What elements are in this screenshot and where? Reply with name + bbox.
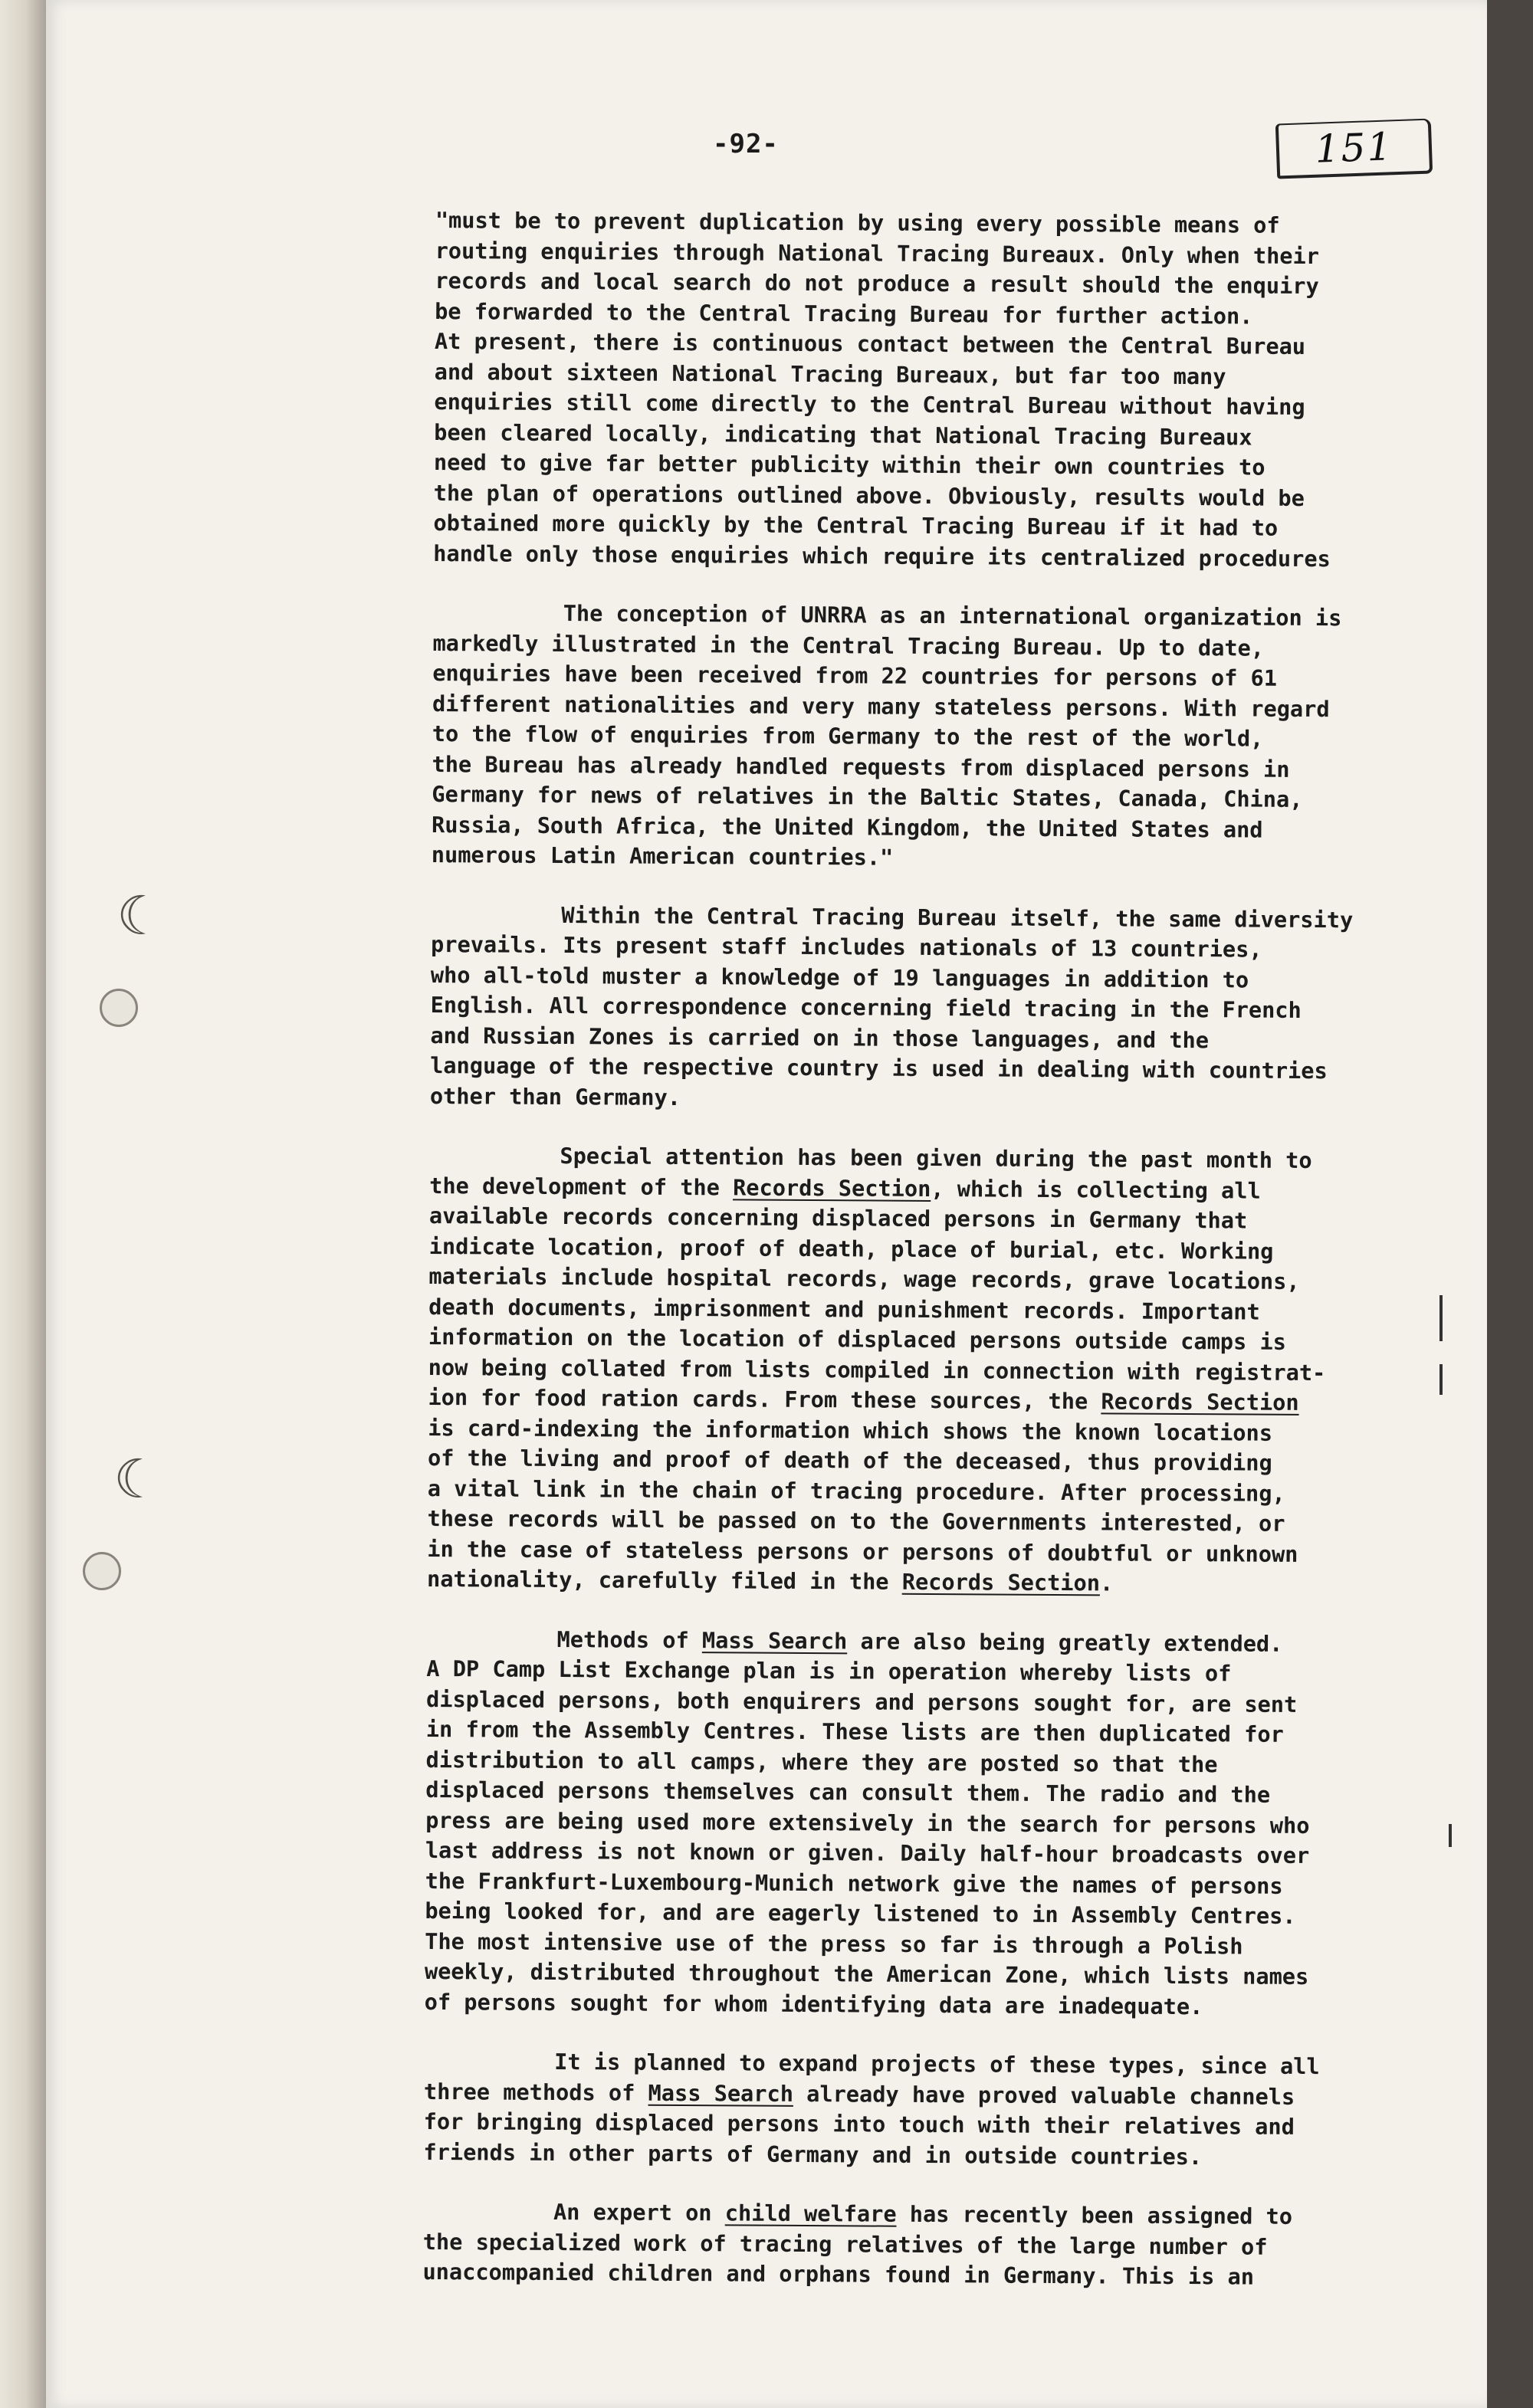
text-line: different nationalities and very many stateless persons. With regard <box>432 690 1330 722</box>
paragraph-4 <box>427 1140 1457 1601</box>
text-line: numerous Latin American countries." <box>431 841 894 871</box>
text-line: Within the Central Tracing Bureau itself, the same diversity <box>561 901 1354 933</box>
punch-hole-crescent-icon: ☾ <box>113 1448 162 1511</box>
text-line: At present, there is continuous contact between the Central Bureau <box>434 327 1306 359</box>
text-line: The most intensive use of the press so far is through a Polish <box>425 1927 1243 1959</box>
text-line: is card-indexing the information which shows the known locations <box>428 1414 1273 1446</box>
text-line: press are being used more extensively in the search for persons who <box>425 1806 1310 1839</box>
paragraph-6 <box>423 2046 1451 2173</box>
text-line: last address is not known or given. Daily half-hour broadcasts over <box>425 1836 1310 1869</box>
text-line: language of the respective country is used in dealing with countries <box>430 1051 1328 1084</box>
text-line: An expert on child welfare has recently been assigned to <box>553 2198 1293 2229</box>
text-line: materials include hospital records, wage records, grave locations, <box>428 1262 1300 1294</box>
text-line: displaced persons, both enquirers and persons sought for, are sent <box>425 1685 1298 1717</box>
text-line: for bringing displaced persons into touch with their relatives and <box>423 2108 1295 2140</box>
text-line: displaced persons themselves can consult them. The radio and the <box>425 1776 1271 1808</box>
text-line: a vital link in the chain of tracing procedure. After processing, <box>427 1475 1285 1507</box>
text-line: been cleared locally, indicating that National Tracing Bureaux <box>434 418 1252 451</box>
underlined-term: child welfare <box>724 2200 897 2227</box>
text-line: the plan of operations outlined above. Obviously, results would be <box>433 479 1305 511</box>
text-line: English. All correspondence concerning field tracing in the French <box>430 991 1302 1023</box>
text-line: Special attention has been given during the past month to <box>560 1143 1312 1174</box>
text-line: these records will be passed on to the Governments interested, or <box>427 1504 1285 1537</box>
text-line: Methods of Mass Search are also being greatly extended. <box>556 1626 1283 1657</box>
text-line: the Bureau has already handled requests from displaced persons in <box>432 750 1290 782</box>
text-line: Russia, South Africa, the United Kingdom, the United States and <box>431 811 1263 843</box>
punch-hole-icon <box>100 989 138 1027</box>
paragraph-3 <box>430 899 1459 1117</box>
text-line: weekly, distributed throughout the American Zone, which lists names <box>424 1957 1309 1990</box>
text-line: being looked for, and are eagerly listened to in Assembly Centres. <box>425 1897 1296 1929</box>
text-line: three methods of Mass Search already have proved valuable channels <box>423 2078 1295 2110</box>
text-line: enquiries have been received from 22 countries for persons of 61 <box>432 659 1278 691</box>
text-line: now being collated from lists compiled in connection with registrat- <box>428 1353 1326 1386</box>
text-line: of persons sought for whom identifying data are inadequate. <box>424 1988 1203 2019</box>
underlined-term: Records Section <box>901 1568 1101 1596</box>
text-line: in from the Assembly Centres. These lists are then duplicated for <box>425 1715 1284 1747</box>
text-line: It is planned to expand projects of these types, since all <box>554 2048 1320 2080</box>
punch-hole-icon <box>83 1552 121 1590</box>
text-line: A DP Camp List Exchange plan is in operation whereby lists of <box>426 1655 1232 1687</box>
text-line: be forwarded to the Central Tracing Bureau for further action. <box>435 297 1253 330</box>
text-line: available records concerning displaced persons in Germany that <box>428 1202 1248 1234</box>
text-line: other than Germany. <box>429 1082 681 1111</box>
text-line: distribution to all camps, where they are posted so that the <box>425 1746 1218 1777</box>
paragraph-7 <box>422 2196 1450 2294</box>
stamp-number: 151 <box>1314 124 1394 172</box>
underlined-term: Records Section <box>1101 1388 1299 1416</box>
text-line: and about sixteen National Tracing Bureaux, but far too many <box>434 358 1226 389</box>
text-line: of the living and proof of death of the deceased, thus providing <box>427 1444 1272 1476</box>
text-line: the specialized work of tracing relatives of the large number of <box>422 2228 1268 2260</box>
text-line: markedly illustrated in the Central Tracing Bureau. Up to date, <box>432 629 1265 661</box>
text-line: need to give far better publicity within their own countries to <box>433 448 1265 481</box>
text-line: the development of the Records Section, which is collecting all <box>429 1172 1261 1204</box>
underlined-term: Mass Search <box>701 1626 848 1654</box>
paragraph-5 <box>425 1623 1454 2023</box>
text-line: death documents, imprisonment and punishment records. Important <box>428 1293 1260 1325</box>
text-line: the Frankfurt-Luxembourg-Munich network give the names of persons <box>425 1867 1283 1899</box>
text-line: ion for food ration cards. From these sources, the Records Section <box>428 1383 1299 1416</box>
text-line: prevails. Its present staff includes nationals of 13 countries, <box>431 930 1262 963</box>
paragraph-2 <box>432 598 1460 877</box>
page-number: -92- <box>713 129 779 159</box>
background-strip <box>1487 0 1533 2408</box>
text-line: enquiries still come directly to the Central Bureau without having <box>434 388 1305 420</box>
text-line: in the case of stateless persons or persons of doubtful or unknown <box>427 1535 1298 1567</box>
text-line: The conception of UNRRA as an international organization is <box>563 600 1342 632</box>
punch-hole-crescent-icon: ☾ <box>117 884 165 947</box>
paragraph-1 <box>433 205 1462 575</box>
binding-edge <box>0 0 46 2408</box>
text-line: nationality, carefully filed in the Records Section. <box>426 1565 1114 1596</box>
text-line: indicate location, proof of death, place of burial, etc. Working <box>428 1232 1274 1265</box>
text-line: who all-told muster a knowledge of 19 languages in addition to <box>430 961 1249 993</box>
underlined-term: Records Section <box>733 1173 931 1202</box>
text-line: handle only those enquiries which require its centralized procedures <box>433 540 1331 572</box>
archive-stamp <box>1275 118 1433 179</box>
text-line: routing enquiries through National Tracing Bureaux. Only when their <box>435 237 1320 269</box>
text-line: records and local search do not produce a result should the enquiry <box>435 267 1319 300</box>
text-line: "must be to prevent duplication by using every possible means of <box>435 206 1280 238</box>
text-line: friends in other parts of Germany and in outside countries. <box>423 2138 1203 2170</box>
text-line: unaccompanied children and orphans found in Germany. This is an <box>422 2258 1255 2290</box>
text-line: Germany for news of relatives in the Baltic States, Canada, China, <box>432 780 1303 812</box>
text-line: and Russian Zones is carried on in those languages, and the <box>430 1022 1210 1053</box>
text-line: information on the location of displaced persons outside camps is <box>428 1323 1287 1355</box>
text-line: to the flow of enquiries from Germany to the rest of the world, <box>432 720 1264 752</box>
body-text <box>422 205 1462 2323</box>
underlined-term: Mass Search <box>648 2079 794 2107</box>
text-line: obtained more quickly by the Central Tracing Bureau if it had to <box>433 509 1279 541</box>
